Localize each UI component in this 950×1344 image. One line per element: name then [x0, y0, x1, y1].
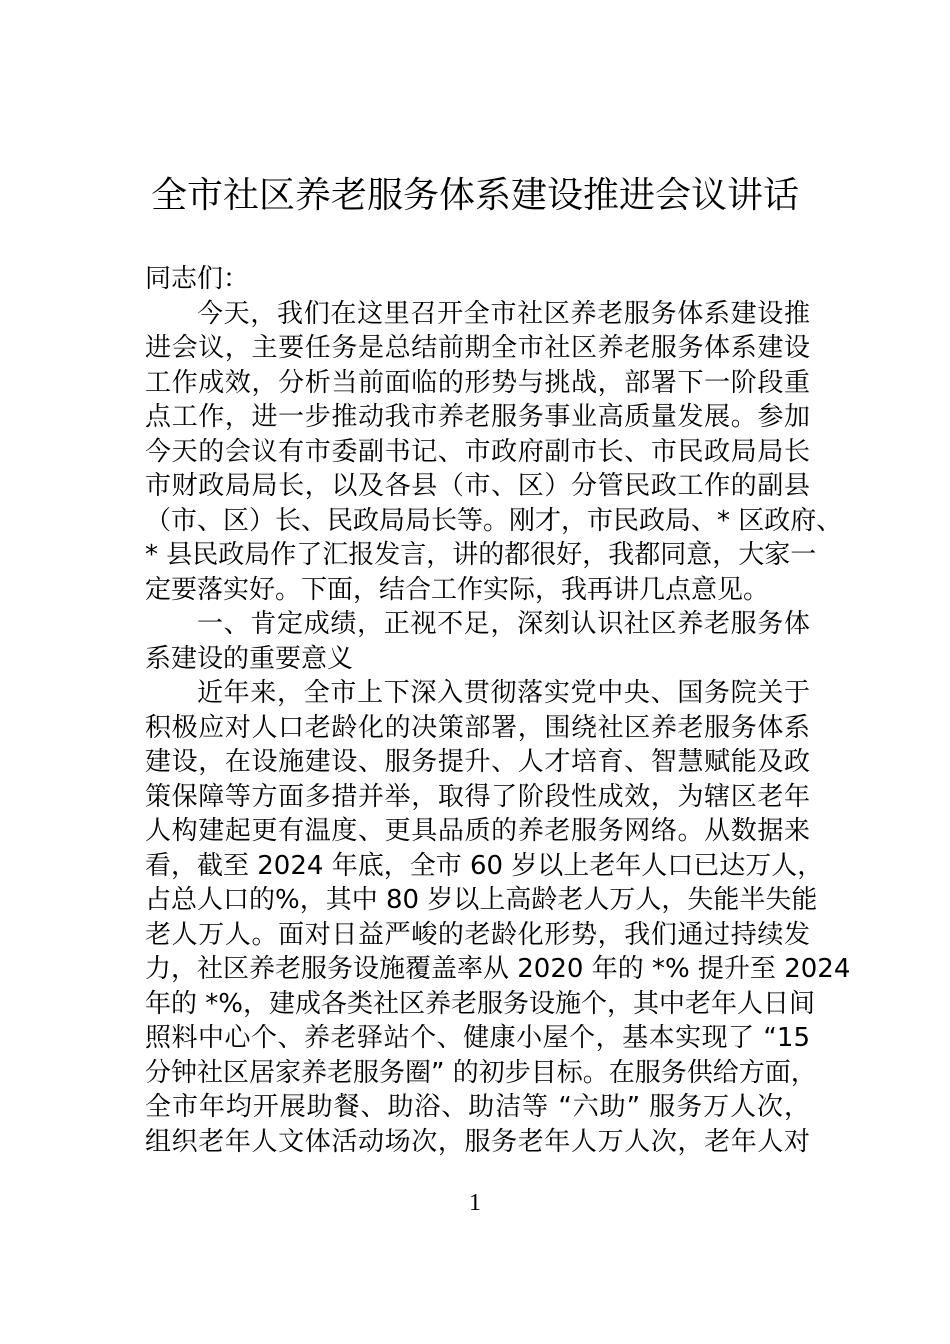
text-line: 工作成效，分析当前面临的形势与挑战，部署下一阶段重 [145, 367, 810, 398]
text-line: 年的 *%，建成各类社区养老服务设施个，其中老年人日间 [145, 988, 815, 1019]
text-line: 点工作，进一步推动我市养老服务事业高质量发展。参加 [145, 402, 810, 432]
text-line: 进会议，主要任务是总结前期全市社区养老服务体系建设 [145, 333, 810, 363]
text-line: 人构建起更有温度、更具品质的养老服务网络。从数据来 [145, 816, 810, 846]
text-line: 占总人口的%，其中 80 岁以上高龄老人万人，失能半失能 [145, 885, 818, 915]
document-title: 全市社区养老服务体系建设推进会议讲话 [150, 175, 799, 216]
text-line: 照料中心个、养老驿站个、健康小屋个，基本实现了 “15 [145, 1023, 810, 1053]
text-line: 今天，我们在这里召开全市社区养老服务体系建设推 [197, 298, 810, 329]
text-line: 力，社区养老服务设施覆盖率从 2020 年的 *% 提升至 2024 [145, 954, 851, 984]
text-line: 积极应对人口老龄化的决策部署，围绕社区养老服务体系 [145, 712, 810, 743]
text-line: 建设，在设施建设、服务提升、人才培育、智慧赋能及政 [145, 747, 810, 777]
document-body [145, 262, 851, 1159]
text-line: 组织老年人文体活动场次，服务老年人万人次，老年人对 [145, 1126, 810, 1157]
text-line: 策保障等方面多措并举，取得了阶段性成效，为辖区老年 [145, 781, 810, 812]
text-line: 分钟社区居家养老服务圈” 的初步目标。在服务供给方面， [145, 1057, 817, 1088]
text-line: 今天的会议有市委副书记、市政府副市长、市民政局局长 [145, 436, 810, 467]
page-number: 1 [469, 1190, 481, 1216]
text-line: 看，截至 2024 年底，全市 60 岁以上老年人口已达万人， [145, 850, 824, 881]
text-line: 定要落实好。下面，结合工作实际，我再讲几点意见。 [145, 574, 770, 605]
text-line: 近年来，全市上下深入贯彻落实党中央、国务院关于 [197, 678, 810, 708]
text-line: 一、肯定成绩，正视不足，深刻认识社区养老服务体 [197, 609, 810, 639]
text-line: 系建设的重要意义 [145, 643, 354, 674]
text-line: * 县民政局作了汇报发言，讲的都很好，我都同意，大家一 [145, 540, 817, 570]
text-line: （市、区）长、民政局局长等。刚才，市民政局、* 区政府、 [145, 505, 843, 536]
text-line: 同志们： [145, 264, 250, 294]
text-line: 市财政局局长，以及各县（市、区）分管民政工作的副县 [145, 471, 810, 501]
text-line: 全市年均开展助餐、助浴、助洁等 “六助” 服务万人次， [145, 1092, 810, 1122]
text-line: 老人万人。面对日益严峻的老龄化形势，我们通过持续发 [145, 919, 810, 950]
